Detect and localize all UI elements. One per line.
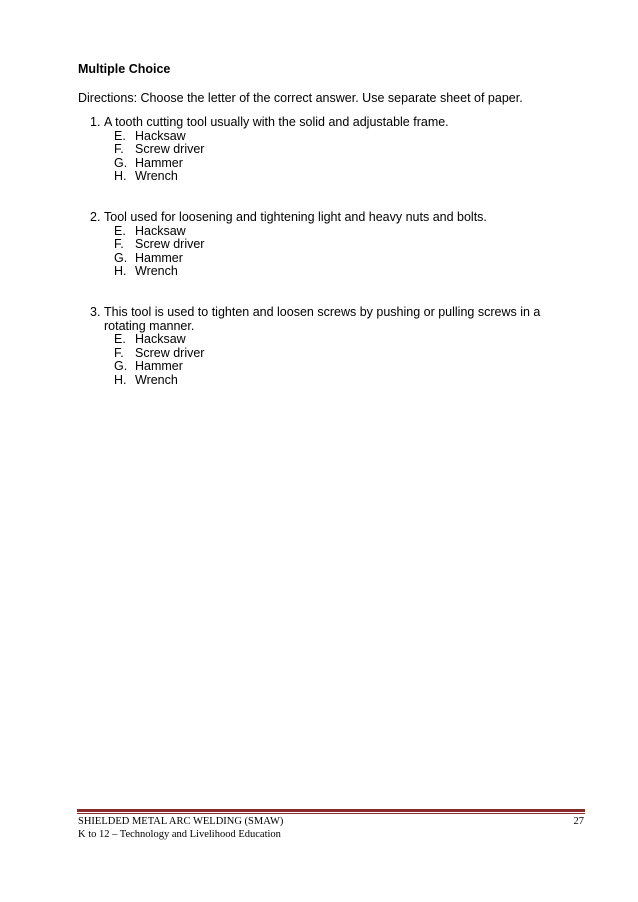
- question-3: [90, 306, 569, 400]
- choice-letter: G.: [114, 250, 128, 265]
- section-heading: Multiple Choice: [78, 62, 171, 76]
- choice-text: Hacksaw: [135, 332, 186, 347]
- choice-item: [114, 374, 569, 388]
- page-number: 27: [573, 816, 584, 827]
- choice-item: [114, 347, 569, 361]
- footer-subtitle: K to 12 – Technology and Livelihood Education: [78, 829, 281, 840]
- directions-text: Directions: Choose the letter of the correct answer. Use separate sheet of paper.: [78, 91, 523, 105]
- choice-letter: H.: [114, 372, 127, 387]
- choice-item: [114, 333, 569, 347]
- choice-text: Hacksaw: [135, 128, 186, 143]
- choice-item: [114, 170, 569, 184]
- choice-letter: F.: [114, 237, 124, 252]
- choice-text: Hacksaw: [135, 223, 186, 238]
- footer-title: SHIELDED METAL ARC WELDING (SMAW): [78, 816, 284, 827]
- choice-item: [114, 130, 569, 144]
- choice-letter: E.: [114, 223, 126, 238]
- choice-letter: F.: [114, 345, 124, 360]
- question-text: Tool used for loosening and tightening light and heavy nuts and bolts.: [104, 210, 487, 224]
- question-text: A tooth cutting tool usually with the solid and adjustable frame.: [104, 115, 449, 129]
- choice-text: Screw driver: [135, 142, 205, 157]
- question-number: 2.: [90, 210, 101, 224]
- choice-letter: E.: [114, 128, 126, 143]
- choice-letter: H.: [114, 169, 127, 184]
- choice-item: [114, 225, 569, 239]
- choice-letter: G.: [114, 359, 128, 374]
- choice-list: [114, 130, 569, 184]
- choice-text: Screw driver: [135, 345, 205, 360]
- choice-text: Hammer: [135, 359, 183, 374]
- choice-text: Wrench: [135, 169, 178, 184]
- choice-text: Wrench: [135, 264, 178, 279]
- choice-item: [114, 360, 569, 374]
- choice-text: Hammer: [135, 155, 183, 170]
- question-text: This tool is used to tighten and loosen screws by pushing or pulling screws in a rotating manner.: [104, 305, 541, 333]
- choice-letter: F.: [114, 142, 124, 157]
- choice-list: [114, 333, 569, 387]
- choice-letter: H.: [114, 264, 127, 279]
- footer-rule-thin: [77, 813, 585, 814]
- question-2: [90, 211, 569, 291]
- footer-rule: [77, 809, 585, 812]
- choice-text: Wrench: [135, 372, 178, 387]
- choice-item: [114, 143, 569, 157]
- question-number: 1.: [90, 115, 101, 129]
- choice-text: Hammer: [135, 250, 183, 265]
- choice-letter: E.: [114, 332, 126, 347]
- choice-item: [114, 265, 569, 279]
- choice-item: [114, 238, 569, 252]
- question-number: 3.: [90, 305, 101, 319]
- choice-text: Screw driver: [135, 237, 205, 252]
- choice-list: [114, 225, 569, 279]
- choice-item: [114, 157, 569, 171]
- question-1: [90, 116, 569, 196]
- choice-item: [114, 252, 569, 266]
- choice-letter: G.: [114, 155, 128, 170]
